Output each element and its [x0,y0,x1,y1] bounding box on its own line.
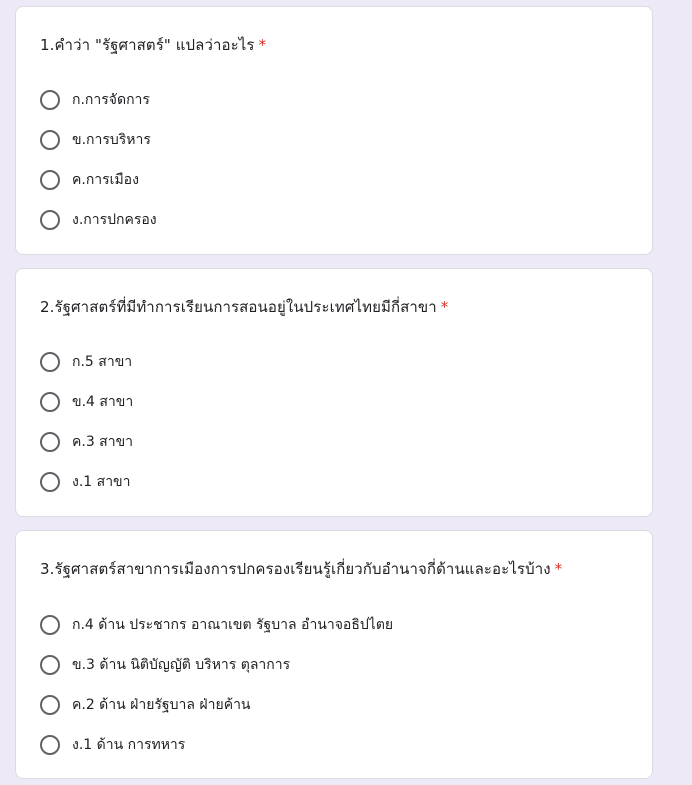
question-card-1 [15,6,653,255]
radio-group [40,342,620,502]
radio-button[interactable] [40,472,60,492]
radio-option[interactable] [40,645,620,685]
radio-option[interactable] [40,725,620,765]
radio-option[interactable] [40,382,620,422]
radio-option[interactable] [40,462,620,502]
radio-option[interactable] [40,80,620,120]
radio-option-label: ง.1 สาขา [72,474,131,490]
question-title-text: 1.คำว่า "รัฐศาสตร์" แปลว่าอะไร [40,36,255,54]
question-title [40,295,448,319]
radio-button[interactable] [40,735,60,755]
radio-option[interactable] [40,422,620,462]
radio-button[interactable] [40,130,60,150]
radio-button[interactable] [40,352,60,372]
radio-option-label: ก.5 สาขา [72,354,133,370]
radio-button[interactable] [40,695,60,715]
question-title-text: 3.รัฐศาสตร์สาขาการเมืองการปกครองเรียนรู้เกี่ยวกับอำนาจกี่ด้านและอะไรบ้าง [40,560,551,578]
radio-button[interactable] [40,615,60,635]
radio-option-label: ข.การบริหาร [72,132,151,148]
radio-option-label: ข.3 ด้าน นิติบัญญัติ บริหาร ตุลาการ [72,657,291,673]
radio-option[interactable] [40,120,620,160]
radio-button[interactable] [40,655,60,675]
radio-button[interactable] [40,392,60,412]
required-asterisk: * [554,560,563,578]
required-asterisk: * [440,298,449,316]
question-card-2 [15,268,653,517]
radio-option[interactable] [40,200,620,240]
radio-option[interactable] [40,685,620,725]
radio-option-label: ค.2 ด้าน ฝ่ายรัฐบาล ฝ่ายค้าน [72,697,251,713]
radio-option-label: ง.การปกครอง [72,212,157,228]
radio-option-label: ค.การเมือง [72,172,139,188]
radio-option-label: ค.3 สาขา [72,434,134,450]
question-title [40,33,266,57]
radio-button[interactable] [40,170,60,190]
question-title [40,557,562,581]
radio-option[interactable] [40,160,620,200]
radio-option[interactable] [40,605,620,645]
radio-option-label: ง.1 ด้าน การทหาร [72,737,186,753]
radio-group [40,605,620,765]
radio-option-label: ข.4 สาขา [72,394,134,410]
radio-group [40,80,620,240]
question-card-3 [15,530,653,779]
radio-button[interactable] [40,210,60,230]
radio-option[interactable] [40,342,620,382]
required-asterisk: * [258,36,267,54]
radio-button[interactable] [40,432,60,452]
question-title-text: 2.รัฐศาสตร์ที่มีทำการเรียนการสอนอยู่ในประเทศไทยมีกี่สาขา [40,298,437,316]
radio-option-label: ก.4 ด้าน ประชากร อาณาเขต รัฐบาล อำนาจอธิปไตย [72,617,394,633]
radio-option-label: ก.การจัดการ [72,92,150,108]
radio-button[interactable] [40,90,60,110]
